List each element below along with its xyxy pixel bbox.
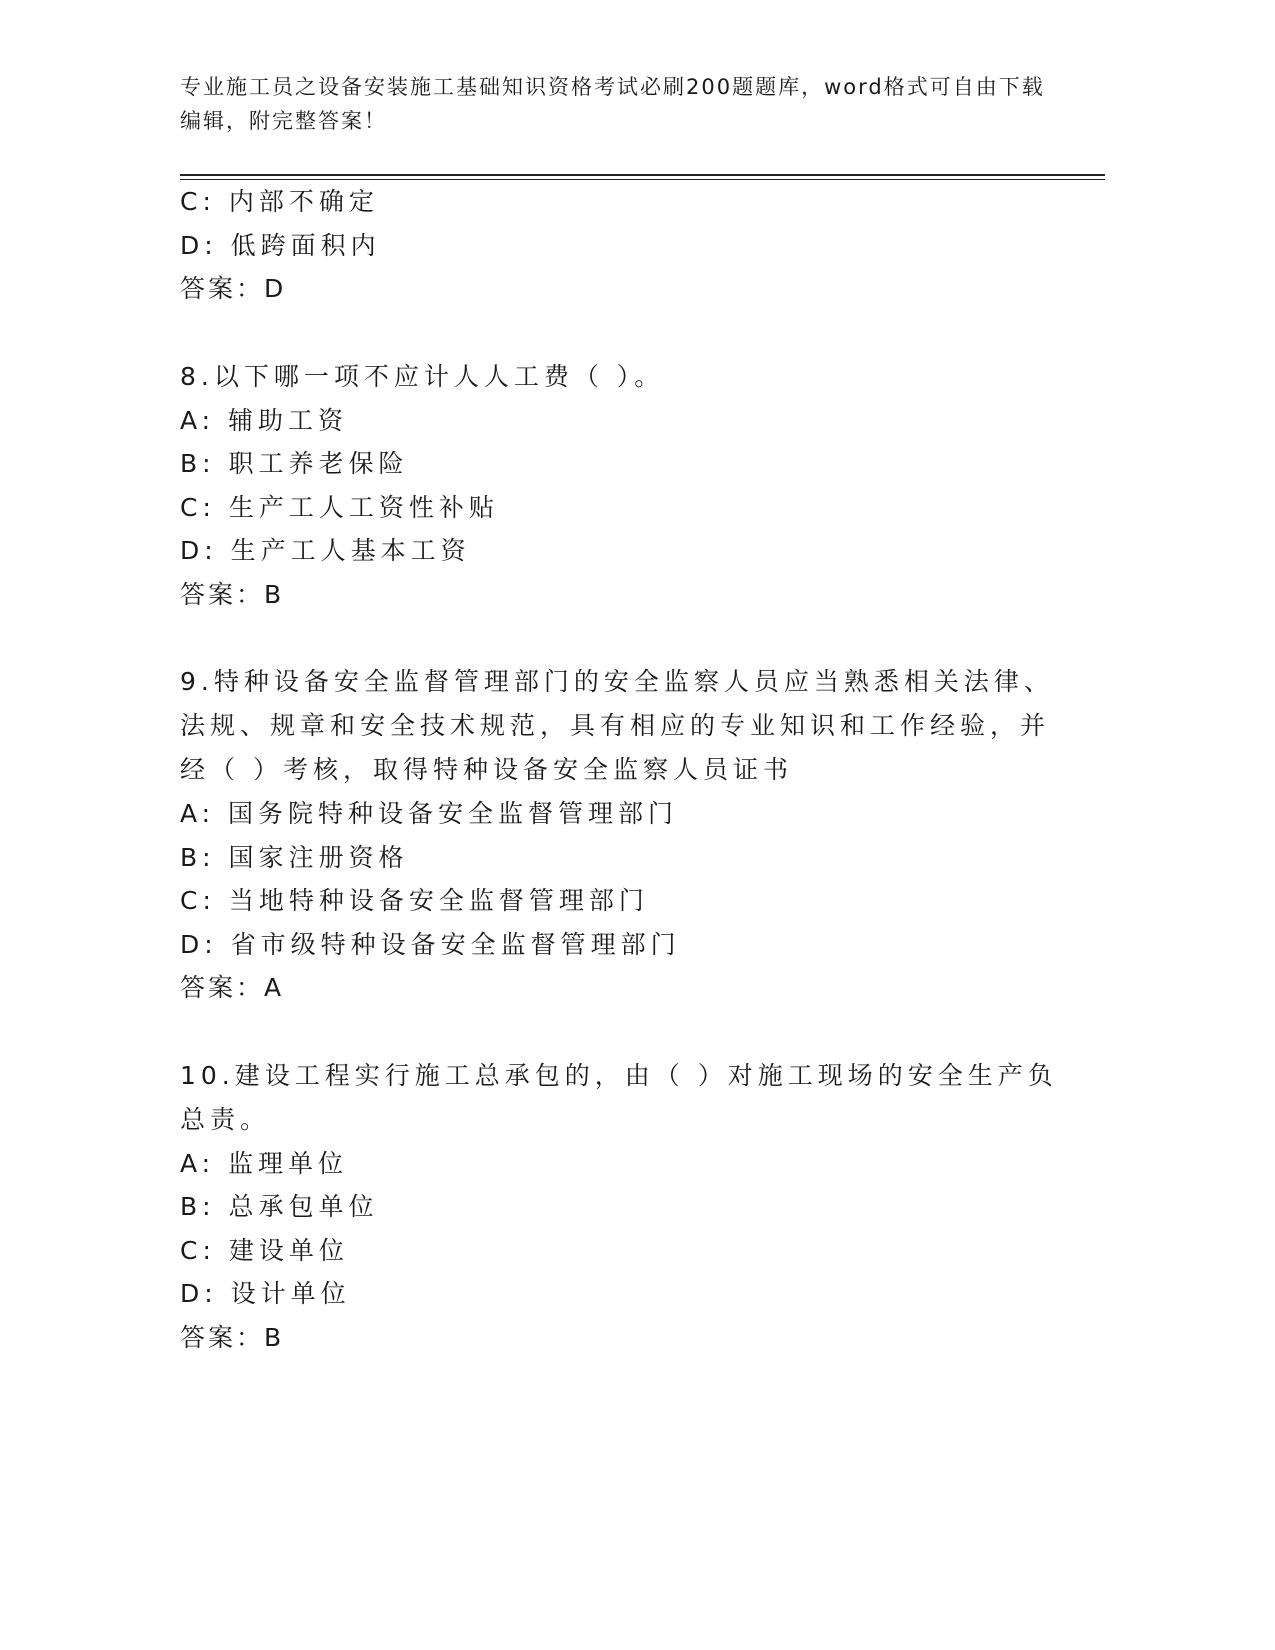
option-c: C: 内部不确定 bbox=[180, 187, 379, 216]
option-d: D: 低跨面积内 bbox=[180, 230, 381, 260]
document-body bbox=[180, 180, 1060, 1359]
spacer bbox=[180, 616, 1060, 660]
option-b: B: 国家注册资格 bbox=[180, 842, 409, 872]
question-7-continued bbox=[180, 180, 1060, 311]
answer-line: 答案：D bbox=[180, 274, 287, 303]
option-a: A: 辅助工资 bbox=[180, 405, 349, 435]
question-9 bbox=[180, 660, 1060, 1010]
option-d: D: 设计单位 bbox=[180, 1279, 351, 1308]
spacer bbox=[180, 311, 1060, 355]
question-10 bbox=[180, 1054, 1060, 1360]
answer-line: 答案：B bbox=[180, 579, 285, 609]
question-stem: 10.建设工程实行施工总承包的，由（ ）对施工现场的安全生产负总责。 bbox=[180, 1060, 1058, 1134]
spacer bbox=[180, 1010, 1060, 1054]
document-header: 专业施工员之设备安装施工基础知识资格考试必刷200题题库，word格式可自由下载编辑，附完整答案！ bbox=[180, 75, 1045, 133]
header-rule-thick bbox=[180, 174, 1105, 176]
option-a: A: 监理单位 bbox=[180, 1148, 349, 1178]
answer-line: 答案：B bbox=[180, 1322, 285, 1352]
option-b: B: 职工养老保险 bbox=[180, 449, 409, 478]
option-d: D: 生产工人基本工资 bbox=[180, 536, 471, 565]
option-c: C: 建设单位 bbox=[180, 1235, 349, 1265]
option-b: B: 总承包单位 bbox=[180, 1192, 379, 1221]
option-d: D: 省市级特种设备安全监督管理部门 bbox=[180, 929, 681, 959]
option-c: C: 生产工人工资性补贴 bbox=[180, 492, 499, 522]
question-stem: 8.以下哪一项不应计人人工费（ ）。 bbox=[180, 361, 665, 391]
question-8 bbox=[180, 355, 1060, 617]
answer-line: 答案：A bbox=[180, 973, 285, 1002]
question-stem: 9.特种设备安全监督管理部门的安全监察人员应当熟悉相关法律、法规、规章和安全技术规范，具有相应的专业知识和工作经验，并经（ ）考核，取得特种设备安全监察人员证书 bbox=[180, 667, 1054, 784]
option-a: A: 国务院特种设备安全监督管理部门 bbox=[180, 799, 679, 828]
option-c: C: 当地特种设备安全监督管理部门 bbox=[180, 886, 649, 915]
